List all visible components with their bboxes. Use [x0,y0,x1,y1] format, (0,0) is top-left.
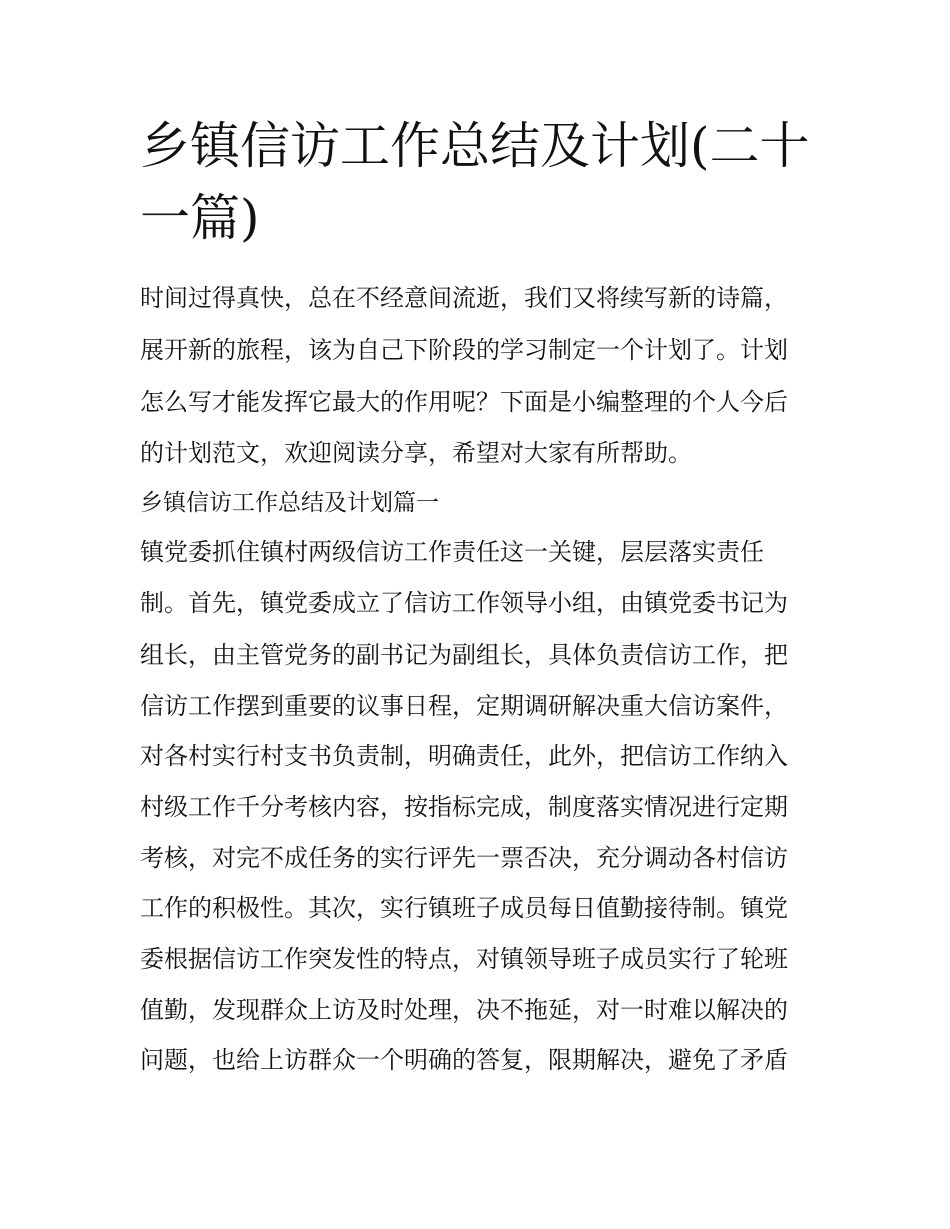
section-line-11: 问题，也给上访群众一个明确的答复，限期解决，避免了矛盾 [140,1046,788,1074]
section-line-2: 制。首先，镇党委成立了信访工作领导小组，由镇党委书记为 [140,589,788,617]
section-line-7: 考核，对完不成任务的实行评先一票否决，充分调动各村信访 [140,844,788,872]
intro-line-3: 怎么写才能发挥它最大的作用呢？下面是小编整理的个人今后 [140,388,788,416]
section-line-5: 对各村实行村支书负责制，明确责任，此外，把信访工作纳入 [140,742,788,770]
intro-line-1: 时间过得真快，总在不经意间流逝，我们又将续写新的诗篇， [140,284,788,312]
section-line-4: 信访工作摆到重要的议事日程，定期调研解决重大信访案件， [140,692,788,720]
section-line-9: 委根据信访工作突发性的特点，对镇领导班子成员实行了轮班 [140,945,788,973]
intro-line-2: 展开新的旅程，该为自己下阶段的学习制定一个计划了。计划 [140,336,788,364]
section-line-8: 工作的积极性。其次，实行镇班子成员每日值勤接待制。镇党 [140,894,788,922]
intro-line-4: 的计划范文，欢迎阅读分享，希望对大家有所帮助。 [140,439,692,467]
section-line-6: 村级工作千分考核内容，按指标完成，制度落实情况进行定期 [140,793,788,821]
section-heading: 乡镇信访工作总结及计划篇一 [140,490,439,516]
section-line-1: 镇党委抓住镇村两级信访工作责任这一关键，层层落实责任 [140,538,764,566]
section-line-3: 组长，由主管党务的副书记为副组长，具体负责信访工作，把 [140,641,788,669]
title-line-2: 一篇) [140,189,260,247]
title-line-1: 乡镇信访工作总结及计划(二十 [140,117,810,175]
section-line-10: 值勤，发现群众上访及时处理，决不拖延，对一时难以解决的 [140,996,788,1024]
document-title [140,110,820,254]
